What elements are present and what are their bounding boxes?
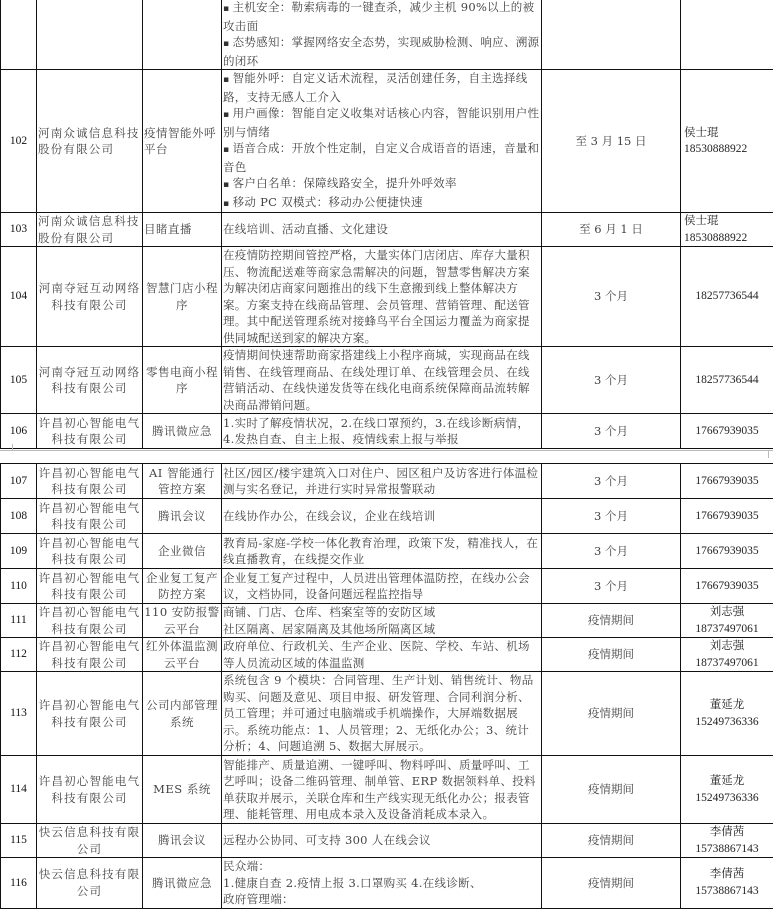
product-description: 疫情期间快速帮助商家搭建线上小程序商城，实现商品在线销售、在线管理商品、在线处理订单、在线管理会员、在线营销活动、在线快递发货等在线化电商系统保障商品流转解决商品滞销问题。 [222,347,542,414]
table-row [1,464,773,499]
row-number: 112 [1,638,37,672]
desc-line: 商铺、门店、仓库、档案室等的安防区域 [223,604,540,621]
company-name: 许昌初心智能电气科技有限公司 [37,499,143,534]
company-name: 快云信息科技有限公司 [37,824,143,858]
company-name: 许昌初心智能电气科技有限公司 [37,638,143,672]
product-name: 智慧门店小程序 [143,247,222,347]
product-description [222,604,542,638]
contact-phone: 15738867143 [682,841,772,858]
page-corner-marker-right [768,450,773,458]
product-name: MES 系统 [143,756,222,824]
contact-name: 李倩茜 [682,866,772,883]
table-row [1,534,773,569]
table-row [1,0,773,70]
row-number: 107 [1,464,37,499]
desc-line: 民众端： [223,858,540,875]
free-period: 3 个月 [542,414,681,449]
table-row [1,756,773,824]
contact-phone: 17667939035 [681,414,773,449]
table-row [1,824,773,858]
row-number: 108 [1,499,37,534]
free-period: 疫情期间 [542,756,681,824]
product-name [143,0,222,70]
row-number: 113 [1,672,37,756]
row-number: 109 [1,534,37,569]
product-name: 腾讯微应急 [143,414,222,449]
contact-name: 李倩茜 [682,824,772,841]
table-row [1,638,773,672]
contact [681,0,773,70]
table-row [1,414,773,449]
product-description: 社区/园区/楼宇建筑入口对住户、园区租户及访客进行体温检测与实名登记，并进行实时异常报警联动 [222,464,542,499]
table-row [1,569,773,604]
company-name: 河南夺冠互动网络科技有限公司 [37,247,143,347]
contact-name: 刘志强 [682,638,772,655]
table-row [1,213,773,247]
company-name: 许昌初心智能电气科技有限公司 [37,604,143,638]
contact-phone: 18257736544 [681,247,773,347]
product-name: 疫情智能外呼平台 [143,70,222,213]
product-name: 企业复工复产防控方案 [143,569,222,604]
free-period: 至 3 月 15 日 [542,70,681,213]
free-period: 3 个月 [542,569,681,604]
row-number: 103 [1,213,37,247]
free-period [542,0,681,70]
company-name: 河南众诚信息科技股份有限公司 [37,70,143,213]
contact-phone: 18737497061 [682,621,772,638]
company-name: 许昌初心智能电气科技有限公司 [37,414,143,449]
product-description: 1.实时了解疫情状况，2.在线口罩预约，3.在线诊断病情，4.发热自查、自主上报、疫情线索上报与举报 [222,414,542,449]
table-row [1,499,773,534]
free-period: 3 个月 [542,534,681,569]
product-description: 智能排产、质量追溯、一键呼叫、物料呼叫、质量呼叫、工艺呼叫；设备二维码管理、制单管、ERP 数据领料单、投料单获取并展示，关联仓库和生产线实现无纸化办公；报表管理、能耗管理、用电成本录入及设备消耗成本录入。 [222,756,542,824]
desc-line: ▪ 主机安全：勒索病毒的一键查杀，减少主机 90%以上的被攻击面 [223,0,540,34]
product-name: 零售电商小程序 [143,347,222,414]
free-period: 疫情期间 [542,638,681,672]
row-number: 115 [1,824,37,858]
row-number: 102 [1,70,37,213]
free-period: 至 6 月 1 日 [542,213,681,247]
company-name [37,0,143,70]
contact-phone: 17667939035 [681,499,773,534]
table-row [1,858,773,909]
contact-phone: 15738867143 [682,883,772,900]
product-name: 红外体温监测云平台 [143,638,222,672]
contact [681,604,773,638]
company-name: 河南众诚信息科技股份有限公司 [37,213,143,247]
company-name: 许昌初心智能电气科技有限公司 [37,534,143,569]
free-period: 疫情期间 [542,672,681,756]
row-number [1,0,37,70]
product-description: 教育局-家庭-学校一体化教育治理，政策下发，精准找人，在线直播教育，在线提交作业 [222,534,542,569]
desc-line: ▪ 客户白名单：保障线路安全，提升外呼效率 [223,175,540,194]
contact [681,756,773,824]
free-period: 3 个月 [542,499,681,534]
product-description [222,858,542,909]
contact-name: 董延龙 [682,773,772,790]
free-period: 疫情期间 [542,858,681,909]
company-name: 快云信息科技有限公司 [37,858,143,909]
desc-line: ▪ 语音合成：开放个性定制，自定义合成语音的语速，音量和音色 [223,140,540,175]
product-description: 政府单位、行政机关、生产企业、医院、学校、车站、机场等人员流动区域的体温监测 [222,638,542,672]
product-name: 腾讯微应急 [143,858,222,909]
desc-line: 政府管理端： [223,891,540,908]
contact [681,213,773,247]
product-description [222,70,542,213]
table-row [1,70,773,213]
product-name: 企业微信 [143,534,222,569]
product-name: 目睹直播 [143,213,222,247]
company-name: 许昌初心智能电气科技有限公司 [37,756,143,824]
row-number: 110 [1,569,37,604]
table-row [1,347,773,414]
company-name: 河南夺冠互动网络科技有限公司 [37,347,143,414]
table-row [1,247,773,347]
product-description: 系统包含 9 个模块：合同管理、生产计划、销售统计、物品购买、问题及意见、项目申报、研发管理、合同利润分析、员工管理；并可通过电脑端或手机端操作，大屏端数据展示。系统功能点：1、人员管理；2、无纸化办公；3、统计分析；4、问题追溯 5、数据大屏展示。 [222,672,542,756]
desc-line: ▪ 智能外呼：自定义话术流程，灵活创建任务，自主选择线路，支持无感人工介入 [223,70,540,105]
row-number: 106 [1,414,37,449]
product-table-page-1 [0,0,773,449]
contact-phone: 18257736544 [681,347,773,414]
desc-line: ▪ 态势感知：掌握网络安全态势，实现威胁检测、响应、溯源的闭环 [223,34,540,69]
row-number: 111 [1,604,37,638]
row-number: 114 [1,756,37,824]
product-description [222,0,542,70]
product-name: 公司内部管理系统 [143,672,222,756]
contact [681,70,773,213]
product-description: 企业复工复产过程中，人员进出管理体温防控，在线办公会议，文档协同，设备问题远程监控指导 [222,569,542,604]
contact-phone: 17667939035 [681,464,773,499]
row-number: 105 [1,347,37,414]
table-row [1,672,773,756]
contact-phone: 17667939035 [681,569,773,604]
product-description: 远程办公协同、可支持 300 人在线会议 [222,824,542,858]
desc-line: ▪ 用户画像：智能自定义收集对话核心内容，智能识别用户性别与情绪 [223,105,540,140]
free-period: 3 个月 [542,347,681,414]
free-period: 疫情期间 [542,824,681,858]
desc-line: 1.健康自查 2.疫情上报 3.口罩购买 4.在线诊断、 [223,875,540,892]
contact-phone: 18530888922 [684,230,772,247]
product-description: 在疫情防控期间管控严格，大量实体门店闭店、库存大量积压、物流配送难等商家急需解决的问题，智慧零售解决方案为解决闭店商家问题推出的线下生意搬到线上整体解决方案。方案支持在线商品管理、会员管理、营销管理、配送管理。其中配送管理系统对接蜂鸟平台全国运力覆盖为商家提供同城配送到家的解决方案。 [222,247,542,347]
row-number: 104 [1,247,37,347]
desc-line: 社区隔离、居家隔离及其他场所隔离区域 [223,621,540,638]
contact-phone: 18530888922 [684,141,772,158]
product-name: 腾讯会议 [143,499,222,534]
table-row [1,604,773,638]
page-break-divider [0,450,773,451]
company-name: 许昌初心智能电气科技有限公司 [37,672,143,756]
product-name: 110 安防报警云平台 [143,604,222,638]
contact-phone: 18737497061 [682,655,772,672]
contact-name: 刘志强 [682,604,772,621]
row-number: 116 [1,858,37,909]
contact-name: 侯士琨 [684,213,772,230]
product-name: 腾讯会议 [143,824,222,858]
contact-phone: 17667939035 [681,534,773,569]
product-description: 在线培训、活动直播、文化建设 [222,213,542,247]
contact [681,638,773,672]
contact [681,824,773,858]
contact-name: 董延龙 [682,697,772,714]
product-description: 在线协作办公，在线会议，企业在线培训 [222,499,542,534]
contact [681,858,773,909]
contact-name: 侯士琨 [684,125,772,142]
desc-line: ▪ 移动 PC 双模式：移动办公便捷快速 [223,194,540,213]
free-period: 疫情期间 [542,604,681,638]
company-name: 许昌初心智能电气科技有限公司 [37,569,143,604]
free-period: 3 个月 [542,247,681,347]
product-table-page-2 [0,463,773,909]
company-name: 许昌初心智能电气科技有限公司 [37,464,143,499]
free-period: 3 个月 [542,464,681,499]
contact-phone: 15249736336 [682,790,772,807]
product-name: AI 智能通行管控方案 [143,464,222,499]
contact-phone: 15249736336 [682,714,772,731]
contact [681,672,773,756]
